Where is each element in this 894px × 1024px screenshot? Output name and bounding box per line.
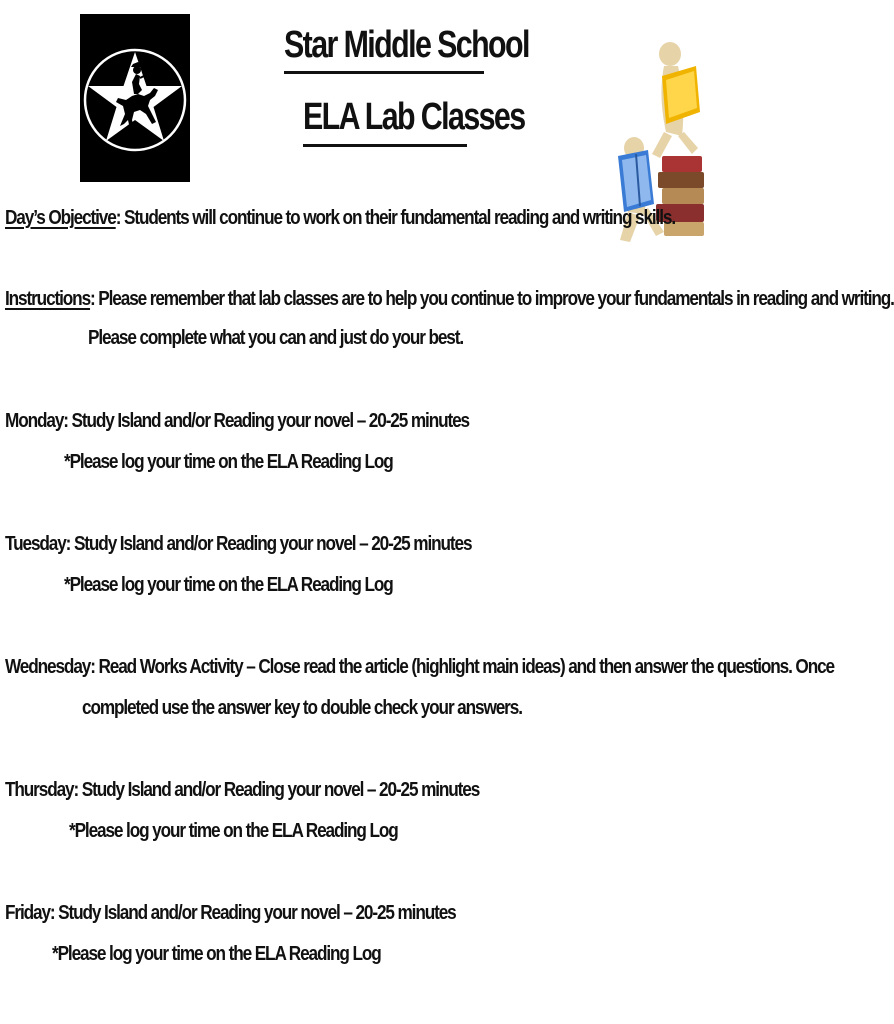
school-title: Star Middle School (284, 24, 529, 66)
monday-note: *Please log your time on the ELA Reading Log (64, 451, 393, 473)
monday-task: Monday: Study Island and/or Reading your novel – 20-25 minutes (5, 410, 469, 432)
instructions-continuation: Please complete what you can and just do your best. (88, 327, 464, 349)
tuesday-note: *Please log your time on the ELA Reading Log (64, 574, 393, 596)
objective-text: : Students will continue to work on their fundamental reading and writing skills. (115, 207, 675, 229)
class-title: ELA Lab Classes (303, 96, 525, 138)
tuesday-task: Tuesday: Study Island and/or Reading your novel – 20-25 minutes (5, 533, 472, 555)
school-title-underline (284, 71, 484, 74)
friday-task: Friday: Study Island and/or Reading your novel – 20-25 minutes (5, 902, 456, 924)
wednesday-task: Wednesday: Read Works Activity – Close read the article (highlight main ideas) and then answer the questions. Once (5, 656, 834, 678)
wednesday-task-continuation: completed use the answer key to double check your answers. (82, 697, 522, 719)
objective-line (5, 207, 675, 230)
thursday-note: *Please log your time on the ELA Reading Log (69, 820, 398, 842)
friday-note: *Please log your time on the ELA Reading Log (52, 943, 381, 965)
class-title-underline (303, 144, 467, 147)
instructions-line (5, 288, 894, 311)
instructions-label: Instructions (5, 288, 91, 310)
thursday-task: Thursday: Study Island and/or Reading your novel – 20-25 minutes (5, 779, 480, 801)
star-bronco-logo-icon (80, 14, 190, 182)
objective-label: Day’s Objective (5, 207, 116, 229)
instructions-text: : Please remember that lab classes are to help you continue to improve your fundamentals in reading and writing. (90, 288, 894, 310)
school-star-logo (80, 14, 190, 182)
